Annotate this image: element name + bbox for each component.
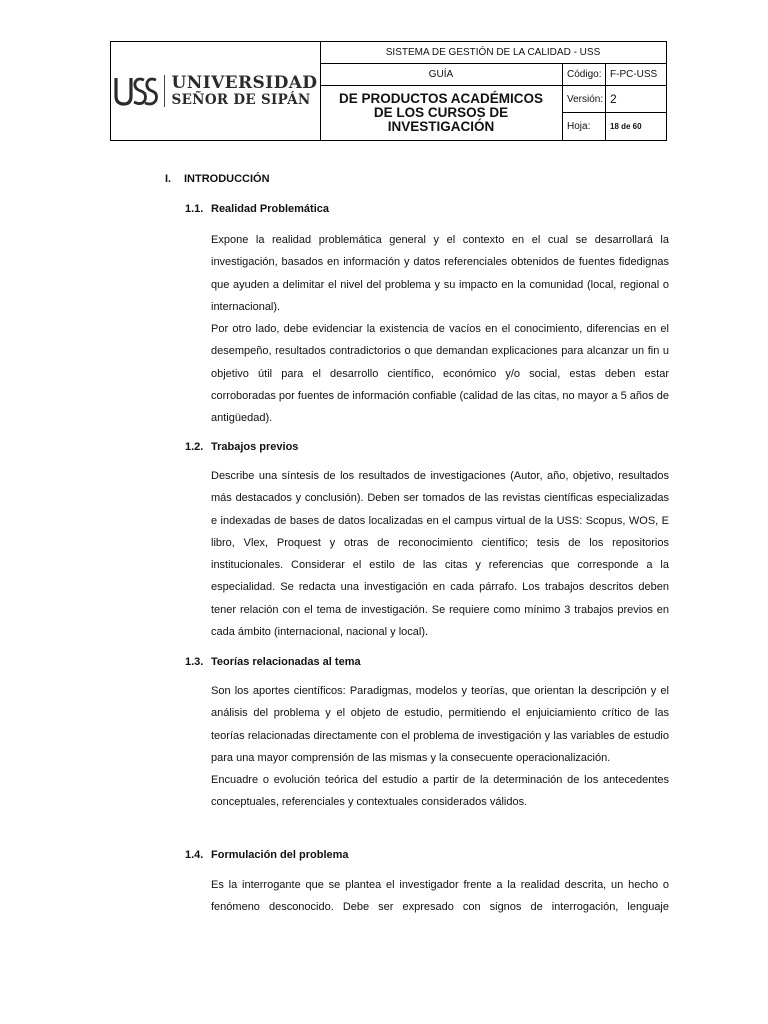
version-value: 2 [610,92,617,106]
version-label: Versión: [563,86,606,112]
sheet-row [563,113,666,140]
subsection-title: Trabajos previos [211,441,299,453]
paragraph: Describe una síntesis de los resultados de investigaciones (Autor, año, objetivo, resultados más destacados y conclusión). Deben ser tomados de las revistas científicas especializadas e indexadas de bases de datos localizadas en el campus virtual de la USS: Scopus, WOS, E libro, Vlex, Proquest y otras de reconocimiento científico; tesis de los repositorios institucionales. Considerar el estilo de las citas y referencias que corresponde a la especialidad. Se redacta una investigación en cada párrafo. Los trabajos descritos deben tener relación con el tema de investigación. Se requiere como mínimo 3 trabajos previos en cada ámbito (internacional, nacional y local). [211,470,669,639]
subsection-number: 1.1. [185,203,204,215]
logo-line-1: UNIVERSIDAD [171,73,318,93]
system-name: SISTEMA DE GESTIÓN DE LA CALIDAD - USS [385,47,601,58]
sheet-value: 18 de 60 [610,122,642,131]
subsection-body [211,874,669,919]
document-title: DE PRODUCTOS ACADÉMICOS DE LOS CURSOS DE INVESTIGACIÓN [320,86,563,140]
doc-type-row [320,64,666,86]
subsection-body [211,680,669,814]
subsection-heading [185,849,349,861]
doc-type: GUÍA [428,69,454,80]
sheet-label: Hoja: [563,113,606,140]
logo-divider [164,75,165,107]
paragraph: Expone la realidad problemática general y el contexto en el cual se desarrollará la investigación, basados en información y datos referenciales obtenidos de fuentes fidedignas que ayuden a delimitar el nivel del problema y su impacto en la comunidad (local, regional o internacional). [211,234,669,313]
university-logo [114,74,318,108]
logo-line-2: SEÑOR DE SIPÁN [171,92,311,108]
subsection-heading [185,441,298,453]
section-number: I. [165,173,172,185]
section-title: INTRODUCCIÓN [184,173,270,185]
subsection-number: 1.3. [185,656,204,668]
version-row [563,86,666,113]
paragraph: Por otro lado, debe evidenciar la existencia de vacíos en el conocimiento, diferencias en el desempeño, resultados contradictorios o que demandan explicaciones para alcanzar un fin u objetivo útil para el desarrollo científico, económico y/o social, estas deben estar corroboradas por fuentes de información confiable (calidad de las citas, no mayor a 5 años de antigüedad). [211,323,669,425]
system-row [320,42,666,64]
subsection-title: Realidad Problemática [211,203,329,215]
subsection-heading [185,656,361,668]
document-header [110,41,667,141]
logo-cell [111,42,321,140]
paragraph: Son los aportes científicos: Paradigmas, modelos y teorías, que orientan la descripción y el análisis del problema y el objeto de estudio, permitiendo el enjuiciamiento crítico de las teorías relacionadas directamente con el problema de investigación y las variables de estudio para una mayor comprensión de las mismas y la consecuente operacionalización. [211,685,669,764]
uss-monogram-icon [114,75,158,107]
subsection-body [211,465,669,643]
paragraph: Encuadre o evolución teórica del estudio a partir de la determinación de los antecedentes conceptuales, referenciales y contextuales considerados válidos. [211,774,669,809]
subsection-title: Teorías relacionadas al tema [211,656,361,668]
section-heading [165,173,270,185]
code-value: F-PC-USS [610,69,658,80]
subsection-number: 1.2. [185,441,204,453]
subsection-heading [185,203,329,215]
subsection-title: Formulación del problema [211,849,349,861]
paragraph: Es la interrogante que se plantea el investigador frente a la realidad descrita, un hecho o fenómeno desconocido. Debe ser expresado con signos de interrogación, lenguaje [211,879,669,914]
subsection-number: 1.4. [185,849,204,861]
code-label: Código: [567,69,602,80]
subsection-body [211,229,669,430]
